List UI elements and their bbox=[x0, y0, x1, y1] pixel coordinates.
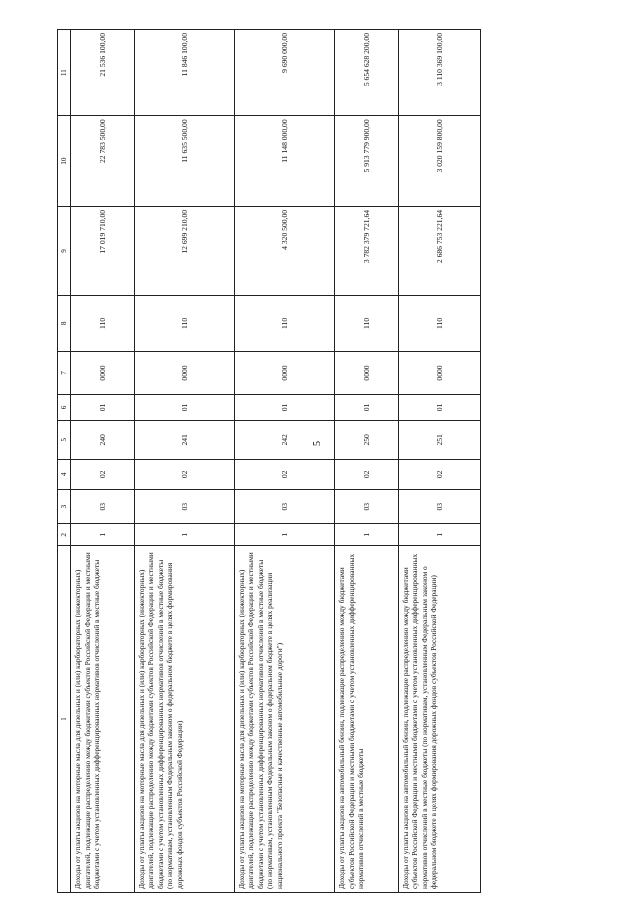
code-cell: 110 bbox=[134, 295, 234, 351]
code-cell: 110 bbox=[234, 295, 334, 351]
row-description: Доходы от уплаты акцизов на автомобильный бензин, подлежащие распределению между бюджетами субъектов Российской Федерации и местными бюджетами с учетом установленных дифференцированных нормативов отчислений в местные бюджеты bbox=[335, 546, 399, 893]
header-row bbox=[58, 30, 71, 893]
table-row bbox=[71, 30, 135, 893]
header-cell-6: 6 bbox=[58, 395, 71, 421]
table-row bbox=[134, 30, 234, 893]
amount-cell: 5 654 628 200,00 bbox=[335, 30, 399, 116]
code-cell: 01 bbox=[71, 395, 135, 421]
header-cell-10: 10 bbox=[58, 116, 71, 207]
code-cell: 110 bbox=[71, 295, 135, 351]
amount-cell: 11 635 500,00 bbox=[134, 116, 234, 207]
header-cell-8: 8 bbox=[58, 295, 71, 351]
amount-cell: 9 690 000,00 bbox=[234, 30, 334, 116]
code-cell: 0000 bbox=[134, 351, 234, 394]
header-cell-1: 1 bbox=[58, 546, 71, 893]
code-cell: 01 bbox=[335, 395, 399, 421]
code-cell: 0000 bbox=[335, 351, 399, 394]
amount-cell: 4 320 500,00 bbox=[234, 206, 334, 295]
code-cell: 0000 bbox=[234, 351, 334, 394]
code-cell: 03 bbox=[134, 489, 234, 524]
budget-revenue-table bbox=[57, 29, 481, 893]
amount-cell: 11 846 100,00 bbox=[134, 30, 234, 116]
code-cell: 0000 bbox=[71, 351, 135, 394]
header-cell-3: 3 bbox=[58, 489, 71, 524]
amount-cell: 3 020 159 800,00 bbox=[398, 116, 480, 207]
amount-cell: 3 110 369 100,00 bbox=[398, 30, 480, 116]
rotated-table-area bbox=[57, 29, 481, 893]
row-description: Доходы от уплаты акцизов на моторные масла для дизельных и (или) карбюраторных (инжекторных) двигателей, подлежащие распределению между бюджетами субъектов Российской Федерации и местными бюджетами с учетом установленных дифференцированных нормативов отчислений в местные бюджеты (по нормативам, установленным Федеральным законом о федеральном бюджете в целях реализации национального проекта "Безопасные и качественные автомобильные дороги") bbox=[234, 546, 334, 893]
code-cell: 03 bbox=[234, 489, 334, 524]
code-cell: 02 bbox=[398, 459, 480, 489]
code-cell: 250 bbox=[335, 420, 399, 459]
code-cell: 03 bbox=[398, 489, 480, 524]
code-cell: 1 bbox=[234, 524, 334, 546]
header-cell-11: 11 bbox=[58, 30, 71, 116]
code-cell: 02 bbox=[71, 459, 135, 489]
code-cell: 01 bbox=[234, 395, 334, 421]
row-description: Доходы от уплаты акцизов на моторные масла для дизельных и (или) карбюраторных (инжекторных) двигателей, подлежащие распределению между бюджетами субъектов Российской Федерации и местными бюджетами с учетом установленных дифференцированных нормативов отчислений в местные бюджеты (по нормативам, установленным Федеральным законом о федеральном бюджете в целях формирования дорожных фондов субъектов Российской Федерации) bbox=[134, 546, 234, 893]
header-cell-4: 4 bbox=[58, 459, 71, 489]
code-cell: 1 bbox=[335, 524, 399, 546]
code-cell: 03 bbox=[335, 489, 399, 524]
table-row bbox=[398, 30, 480, 893]
amount-cell: 17 019 710,00 bbox=[71, 206, 135, 295]
amount-cell: 22 783 500,00 bbox=[71, 116, 135, 207]
header-cell-9: 9 bbox=[58, 206, 71, 295]
code-cell: 03 bbox=[71, 489, 135, 524]
code-cell: 242 bbox=[234, 420, 334, 459]
amount-cell: 5 913 779 900,00 bbox=[335, 116, 399, 207]
header-cell-7: 7 bbox=[58, 351, 71, 394]
code-cell: 110 bbox=[335, 295, 399, 351]
code-cell: 02 bbox=[134, 459, 234, 489]
table-row bbox=[335, 30, 399, 893]
code-cell: 0000 bbox=[398, 351, 480, 394]
code-cell: 240 bbox=[71, 420, 135, 459]
amount-cell: 12 699 210,00 bbox=[134, 206, 234, 295]
code-cell: 02 bbox=[234, 459, 334, 489]
row-description: Доходы от уплаты акцизов на автомобильный бензин, подлежащие распределению между бюджетами субъектов Российской Федерации и местными бюджетами с учетом установленных дифференцированных нормативов отчислений в местные бюджеты (по нормативам, установленным Федеральным законом о федеральном бюджете в целях формирования дорожных фондов субъектов Российской Федерации) bbox=[398, 546, 480, 893]
code-cell: 110 bbox=[398, 295, 480, 351]
row-description: Доходы от уплаты акцизов на моторные масла для дизельных и (или) карбюраторных (инжекторных) двигателей, подлежащие распределению между бюджетами субъектов Российской Федерации и местными бюджетами с учетом установленных дифференцированных нормативов отчислений в местные бюджеты bbox=[71, 546, 135, 893]
code-cell: 251 bbox=[398, 420, 480, 459]
header-cell-5: 5 bbox=[58, 420, 71, 459]
code-cell: 01 bbox=[134, 395, 234, 421]
header-cell-2: 2 bbox=[58, 524, 71, 546]
page-number: 5 bbox=[312, 441, 323, 446]
amount-cell: 11 148 000,00 bbox=[234, 116, 334, 207]
amount-cell: 3 782 379 721,64 bbox=[335, 206, 399, 295]
code-cell: 1 bbox=[398, 524, 480, 546]
code-cell: 1 bbox=[71, 524, 135, 546]
code-cell: 1 bbox=[134, 524, 234, 546]
code-cell: 241 bbox=[134, 420, 234, 459]
amount-cell: 2 686 753 221,64 bbox=[398, 206, 480, 295]
amount-cell: 21 536 100,00 bbox=[71, 30, 135, 116]
table-row bbox=[234, 30, 334, 893]
code-cell: 01 bbox=[398, 395, 480, 421]
code-cell: 02 bbox=[335, 459, 399, 489]
